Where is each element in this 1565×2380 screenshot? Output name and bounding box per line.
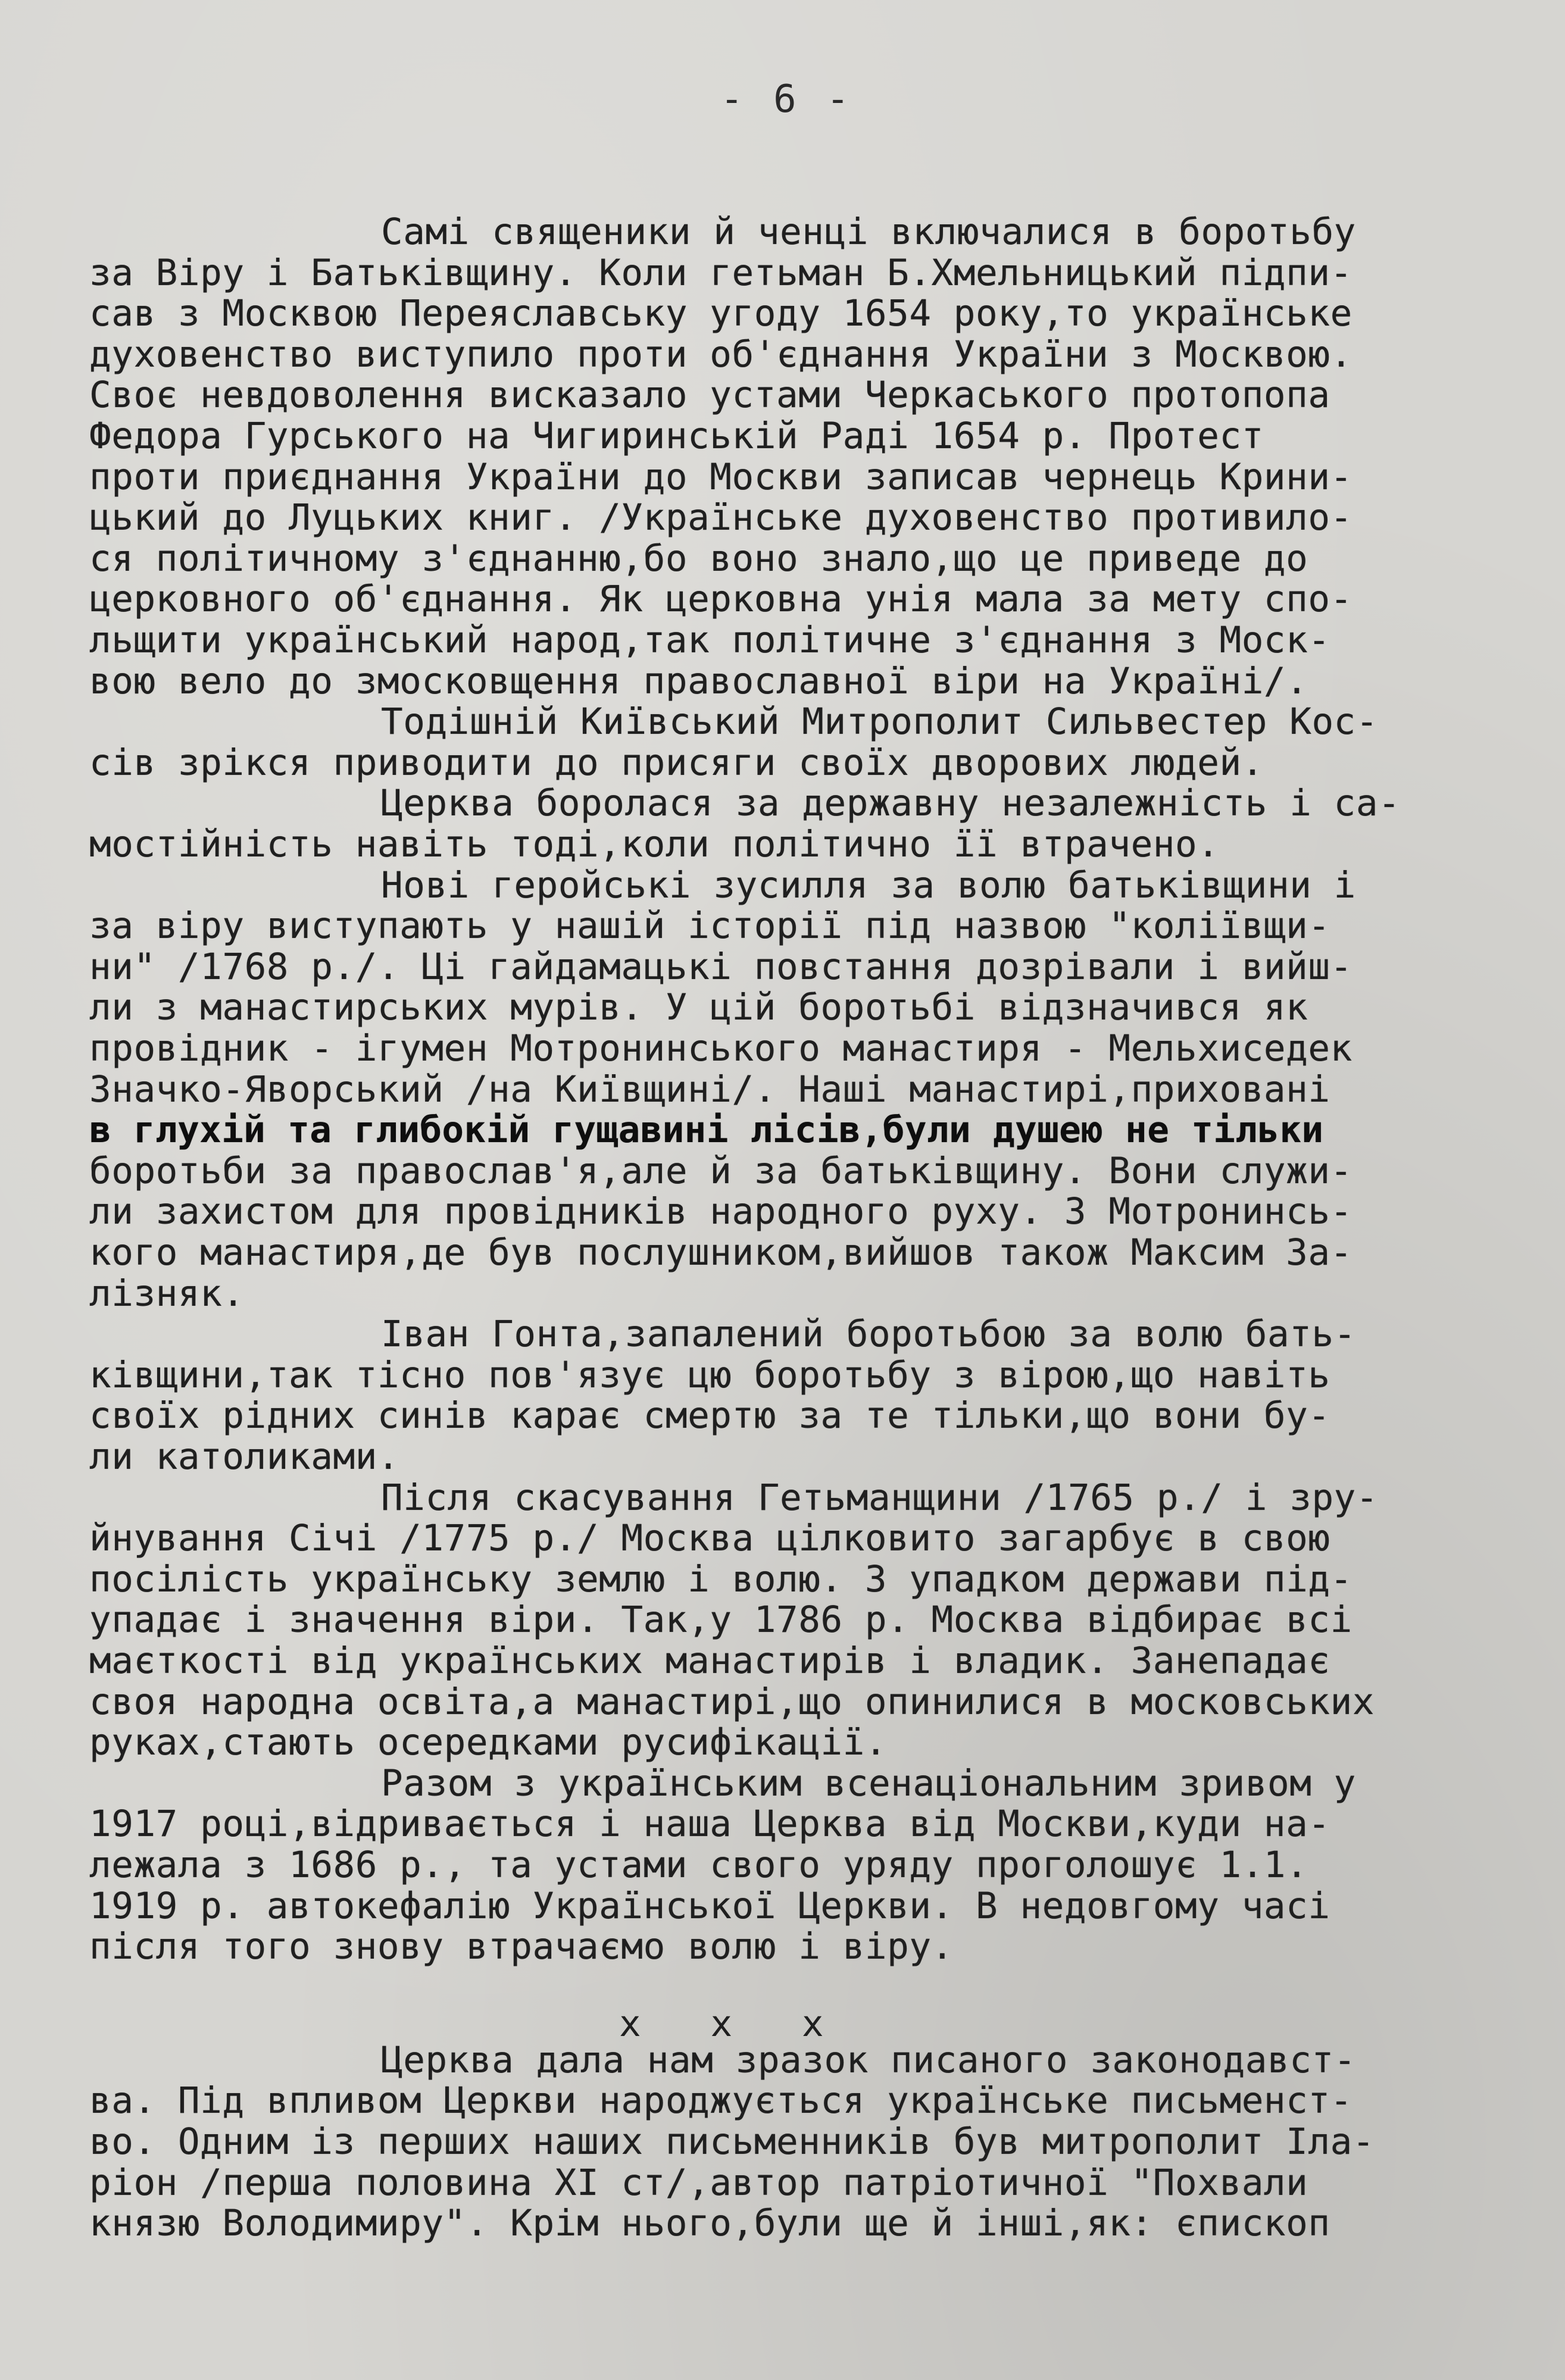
text-line: ва. Під впливом Церкви народжується українське письменст-: [89, 2079, 1352, 2122]
text-line: упадає і значення віри. Так,у 1786 р. Москва відбирає всі: [89, 1599, 1352, 1641]
section-separator: x x x: [619, 2003, 848, 2045]
text-line: Церква боролася за державну незалежність і са-: [381, 782, 1401, 825]
text-line: льщити український народ,так політичне з'єднання з Моск-: [89, 619, 1330, 661]
text-line: Нові геройські зусилля за волю батьківщини і: [381, 864, 1356, 906]
text-line: Значко-Яворський /на Київщині/. Наші манастирі,приховані: [89, 1068, 1330, 1111]
text-line: після того знову втрачаємо волю і віру.: [89, 1925, 954, 1968]
text-line: провідник - ігумен Мотронинського манастиря - Мельхиседек: [89, 1027, 1352, 1069]
text-line: своїх рідних синів карає смертю за те тільки,що вони бу-: [89, 1394, 1330, 1437]
text-line: мостійність навіть тоді,коли політично її втрачено.: [89, 823, 1220, 865]
text-line: Церква дала нам зразок писаного законодавст-: [381, 2038, 1356, 2081]
text-line: ли з манастирських мурів. У цій боротьбі відзначився як: [89, 986, 1308, 1029]
text-line: проти приєднання України до Москви записав чернець Крини-: [89, 455, 1352, 498]
text-line: йнування Січі /1775 р./ Москва цілковито загарбує в свою: [89, 1517, 1330, 1560]
text-line: посілість українську землю і волю. З упадком держави під-: [89, 1558, 1352, 1600]
text-line: Федора Гурського на Чигиринській Раді 1654 р. Протест: [89, 415, 1264, 457]
text-line: боротьби за православ'я,але й за батьківщину. Вони служи-: [89, 1149, 1352, 1192]
text-line: Після скасування Гетьманщини /1765 р./ і зру-: [381, 1476, 1379, 1519]
text-line: в глухій та глибокій гущавині лісів,були душею не тільки: [89, 1109, 1324, 1152]
text-line: цький до Луцьких книг. /Українське духовенство противило-: [89, 496, 1352, 539]
text-line: ни" /1768 р./. Ці гайдамацькі повстання дозрівали і вийш-: [89, 945, 1352, 988]
text-line: ріон /перша половина XI ст/,автор патріотичної "Похвали: [89, 2161, 1308, 2204]
text-line: своя народна освіта,а манастирі,що опинилися в московських: [89, 1680, 1375, 1723]
text-line: во. Одним із перших наших письменників був митрополит Іла-: [89, 2121, 1375, 2163]
text-line: ківщини,так тісно пов'язує цю боротьбу з вірою,що навіть: [89, 1353, 1330, 1396]
text-line: за Віру і Батьківщину. Коли гетьман Б.Хмельницький підпи-: [89, 251, 1352, 294]
text-line: Тодішній Київський Митрополит Сильвестер Кос-: [381, 700, 1379, 743]
text-line: сів зрікся приводити до присяги своїх дворових людей.: [89, 741, 1264, 784]
text-line: духовенство виступило проти об'єднання України з Москвою.: [89, 333, 1352, 376]
text-line: за віру виступають у нашій історії під назвою "коліївщи-: [89, 905, 1330, 947]
text-line: Іван Гонта,запалений боротьбою за волю бать-: [381, 1313, 1356, 1356]
text-line: Своє невдоволення висказало устами Черкаського протопопа: [89, 374, 1330, 417]
text-line: церковного об'єднання. Як церковна унія мала за мету спо-: [89, 578, 1352, 621]
text-line: кого манастиря,де був послушником,вийшов також Максим За-: [89, 1231, 1352, 1274]
text-line: лежала з 1686 р., та устами свого уряду проголошує 1.1.: [89, 1844, 1308, 1886]
text-line: маєткості від українських манастирів і владик. Занепадає: [89, 1640, 1330, 1682]
text-line: руках,стають осередками русифікації.: [89, 1721, 888, 1764]
text-line: лізняк.: [89, 1272, 245, 1315]
text-line: 1917 році,відривається і наша Церква від Москви,куди на-: [89, 1803, 1330, 1846]
text-line: вою вело до змосковщення православної віри на Україні/.: [89, 659, 1308, 702]
text-line: Самі священики й ченці включалися в боротьбу: [381, 211, 1356, 253]
text-line: 1919 р. автокефалію Української Церкви. В недовгому часі: [89, 1884, 1330, 1927]
text-line: ли католиками.: [89, 1435, 400, 1478]
text-line: Разом з українським всенаціональним зривом у: [381, 1762, 1356, 1804]
text-line: сав з Москвою Переяславську угоду 1654 року,то українське: [89, 292, 1352, 335]
text-line: ся політичному з'єднанню,бо воно знало,що це приведе до: [89, 537, 1308, 580]
text-line: князю Володимиру". Крім нього,були ще й інші,як: єпископ: [89, 2202, 1330, 2245]
page-number: - 6 -: [720, 77, 853, 121]
text-line: ли захистом для провідників народного руху. З Мотронинсь-: [89, 1190, 1352, 1233]
